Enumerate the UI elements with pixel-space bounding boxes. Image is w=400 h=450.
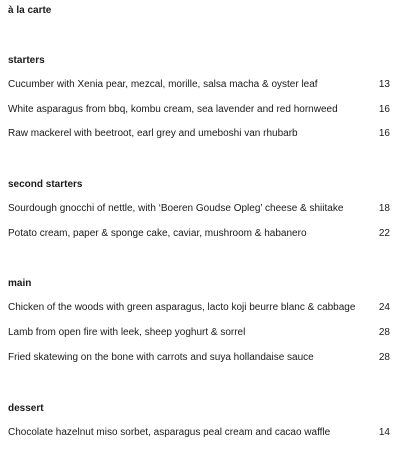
section-heading-starters: starters <box>8 55 45 66</box>
menu-item <box>8 426 390 440</box>
menu-item-name: Fried skatewing on the bone with carrots and suya hollandaise sauce <box>8 352 314 363</box>
menu-item-name: Cucumber with Xenia pear, mezcal, morille, salsa macha & oyster leaf <box>8 79 318 90</box>
menu-item-name: White asparagus from bbq, kombu cream, sea lavender and red hornweed <box>8 104 338 115</box>
section-heading-second-starters: second starters <box>8 179 83 190</box>
menu-item-price: 14 <box>378 427 390 438</box>
menu-item <box>8 326 390 340</box>
menu-item <box>8 78 390 92</box>
menu-item <box>8 227 390 241</box>
menu-item <box>8 202 390 216</box>
menu-item-name: Chocolate hazelnut miso sorbet, asparagus peal cream and cacao waffle <box>8 427 331 438</box>
menu-item-price: 16 <box>378 104 390 115</box>
menu-item-name: Lamb from open fire with leek, sheep yoghurt & sorrel <box>8 327 246 338</box>
menu-item <box>8 301 390 315</box>
menu-item-price: 18 <box>378 203 390 214</box>
section-heading-dessert: dessert <box>8 403 44 414</box>
menu-item-price: 28 <box>378 327 390 338</box>
menu-item-name: Raw mackerel with beetroot, earl grey and umeboshi van rhubarb <box>8 128 298 139</box>
menu-item-price: 16 <box>378 128 390 139</box>
menu-item <box>8 351 390 365</box>
menu-item <box>8 103 390 117</box>
menu-item-price: 22 <box>378 228 390 239</box>
menu-item-price: 13 <box>378 79 390 90</box>
menu-item-name: Potato cream, paper & sponge cake, caviar, mushroom & habanero <box>8 228 307 239</box>
section-heading-main: main <box>8 278 32 289</box>
menu-item-name: Sourdough gnocchi of nettle, with ‘Boeren Goudse Opleg’ cheese & shiitake <box>8 203 344 214</box>
menu-item-name: Chicken of the woods with green asparagus, lacto koji beurre blanc & cabbage <box>8 302 356 313</box>
menu-title: à la carte <box>8 5 52 16</box>
menu-item <box>8 127 390 141</box>
menu-item-price: 24 <box>378 302 390 313</box>
menu-item-price: 28 <box>378 352 390 363</box>
